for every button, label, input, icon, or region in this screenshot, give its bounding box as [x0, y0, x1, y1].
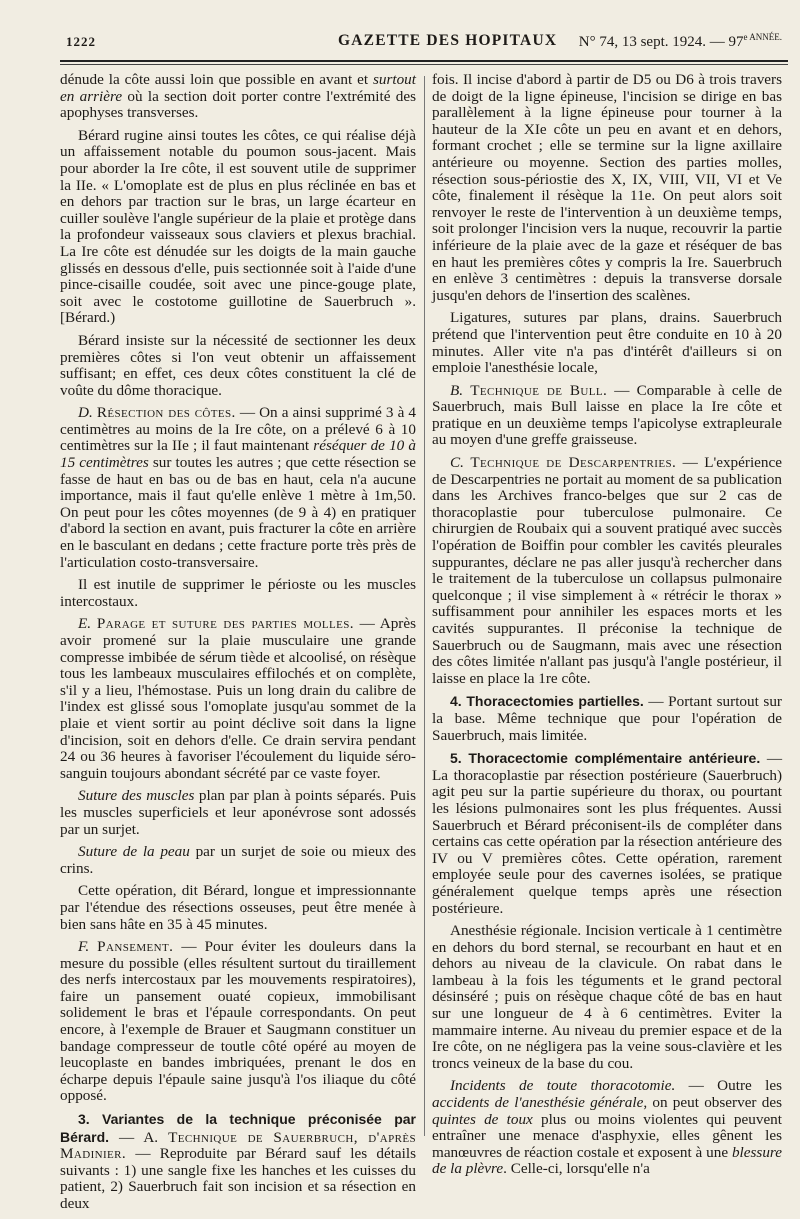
section-4: 4. Thoracectomies partielles. — Portant surtout sur la base. Même technique que pour l'opération de Sauerbruch, mais limitée. [432, 693, 782, 744]
section-c: C. Technique de Descarpentries. — L'expérience de Descarpentries ne portait au moment de sa publication dans les Archives franco-belges que sur 2 cas de thoracoplastie pour tuberculose pulmonaire. Ce chirurgien de Roubaix qui a souvent pratiqué avec succès l'opération de Boiffin pour combler les cavités pleurales suppurantes, déclare ne pas aller jusqu'à rechercher dans le traitement de la tuberculose un collapsus pulmonaire quelconque ; il vise simplement à « rétrécir le thorax » suffisamment pour annihiler les espaces morts et les cavités suppurantes. Il préconise la technique de Sauerbruch ou de Saugmann, mais avec une résection des côtes limitée n'allant pas jusqu'à l'angle postérieur, il laisse en place la 1re côte. [432, 454, 782, 687]
left-column [60, 72, 416, 1219]
column-divider [424, 76, 425, 1136]
section-b: B. Technique de Bull. — Comparable à celle de Sauerbruch, mais Bull laisse en place la Ire côte et pratique en un deuxième temps l'apicolyse extrapleurale au moyen d'une greffe graisseuse. [432, 381, 782, 449]
paragraph: Cette opération, dit Bérard, longue et impressionnante par l'étendue des résections osseuses, peut être menée à bien sans hâte en 35 à 45 minutes. [60, 882, 416, 933]
page-number: 1222 [66, 34, 96, 49]
paragraph: fois. Il incise d'abord à partir de D5 ou D6 à trois travers de doigt de la ligne épineuse, l'incision se dirige en bas parallèlement à la ligne épineuse pour tourner à la hauteur de la XIe côte un peu en avant et en dehors, formant crochet ; elle se termine sur la ligne axillaire antérieure ou moyenne. Section des parties molles, résection sous-périostie des X, IX, VIII, VII, VI et Ve côte, finalement il résèque la 11e. On peut alors soit renvoyer le reste de l'intervention à un deuxième temps, soit prolonger l'incision vers la nuque, recouvrir la partie inférieure de la plaie avec de la gaze et réséquer de bas en haut les premières côtes y compris la Ire. Sauerbruch en enlève 3 centimètres : depuis la transverse dorsale jusqu'en dehors de l'insertion des scalènes. [432, 71, 782, 304]
paragraph: Bérard rugine ainsi toutes les côtes, ce qui réalise déjà un affaissement notable du poumon sous-jacent. Mais pour aborder la Ire côte, il est souvent utile de supprimer la IIe. « L'omoplate est de plus en plus réclinée en bas et en dehors par traction sur le bras, un large écarteur en cuiller soulève l'angle supérieur de la plaie et protège dans la profondeur vaisseaux sous claviers et plexus brachial. La Ire côte est dénudée sur les doigts de la main gauche glissés en dessous d'elle, puis sectionnée soit à l'aide d'une pince-cisaille coudée, soit avec une pince-gouge plate, soit avec le costotome guillotine de Sauerbruch ». [Bérard.) [60, 126, 416, 327]
paragraph: Suture des muscles plan par plan à points séparés. Puis les muscles superficiels et leur aponévrose sont adossés par un surjet. [60, 787, 416, 838]
paragraph: Anesthésie régionale. Incision verticale à 1 centimètre en dehors du bord sternal, se recourbant en haut et en dehors au niveau de la clavicule. On rabat dans le lambeau à la fois les téguments et le grand pectoral désinséré ; puis on résèque chaque côté de bas en haut sur une longueur de 4 à 6 centimètres. Eviter la mammaire interne. Au niveau du premier espace et de la Ire côte, on ne négligera pas la veine sous-clavière et les troncs veineux de la base du cou. [432, 922, 782, 1072]
paragraph: Il est inutile de supprimer le périoste ou les muscles intercostaux. [60, 576, 416, 610]
paragraph-incidents: Incidents de toute thoracotomie. — Outre les accidents de l'anesthésie générale, on peut observer des quintes de toux plus ou moins violentes qui peuvent entraîner une menace d'asphyxie, elles gênent les manœuvres de réaction costale et exposent à une blessure de la plèvre. Celle-ci, lorsqu'elle n'a [432, 1077, 782, 1178]
paragraph: Suture de la peau par un surjet de soie ou mieux des crins. [60, 843, 417, 877]
header-rule [60, 60, 788, 62]
section-3: 3. Variantes de la technique préconisée par Bérard. — A. Technique de Sauerbruch, d'après Madinier. — Reproduite par Bérard sauf les détails suivants : 1) une sangle fixe les hanches et les cuisses du patient, 2) Sauerbruch fait son incision et sa résection en deux [60, 1111, 416, 1212]
section-5: 5. Thoracectomie complémentaire antérieure. — La thoracoplastie par résection postérieure (Sauerbruch) agit peu sur la partie supérieure du thorax, ou pourtant les lésions pulmonaires sont les plus fréquentes. Aussi Sauerbruch et Bérard préconisent-ils de compléter dans certains cas cette opération par la résection antérieure des IV ou V premières côtes. Cette opération, rarement employée seule pour des cavernes isolées, se pratique généralement quelque temps après une résection postérieure. [432, 750, 782, 917]
header-rule-thin [60, 64, 788, 65]
paragraph: Ligatures, sutures par plans, drains. Sauerbruch prétend que l'intervention peut être conduite en 10 à 20 minutes. Aller vite n'a pas d'intérêt d'ailleurs si on emploie l'anesthésie locale, [432, 309, 782, 377]
section-f: F. Pansement. — Pour éviter les douleurs dans la mesure du possible (elles résultent surtout du tiraillement des nerfs intercostaux par les mouvements respiratoires), faire un pansement ouaté copieux, immobilisant solidement le bras et l'épaule correspondants. On peut encore, à l'exemple de Brauer et Saugmann constituer un bandage compresseur de toutle côté opéré au moyen de leucoplaste en bandes imbriquées, prenant le dos en écharpe depuis l'épaule saine jusqu'à l'os iliaque du côté opposé. [60, 938, 416, 1105]
paragraph: Bérard insiste sur la nécessité de sectionner les deux premières côtes si l'on veut obtenir un affaissement suffisant; en effet, ces deux côtes constituent la clé de voûte du dôme thoracique. [60, 331, 416, 399]
right-column [432, 72, 782, 1184]
page-header [60, 28, 782, 54]
paragraph: dénude la côte aussi loin que possible en avant et surtout en arrière où la section doit porter contre l'extrémité des apophyses transverses. [60, 71, 416, 122]
journal-title: GAZETTE DES HOPITAUX [338, 32, 558, 49]
section-e: E. Parage et suture des parties molles. — Après avoir promené sur la plaie musculaire une grande compresse imbibée de sérum tiède et alcoolisé, on résèque tous les lambeaux musculaires effilochés et on complète, s'il y a lieu, l'hémostase. Puis un long drain du calibre de l'index est glissé sous l'omoplate jusqu'au sommet de la plaie et vient sortir au point déclive soit dans la ligne d'incision, soit en dehors d'elle. Ce drain servira pendant 24 ou 36 heures à favoriser l'écoulement du liquide séro-sanguin toujours abondant sécrété par ce vaste foyer. [60, 615, 417, 782]
section-d: D. Résection des côtes. — On a ainsi supprimé 3 à 4 centimètres au moins de la Ire côte, on a prélevé 6 à 10 centimètres sur la IIe ; il faut maintenant réséquer de 10 à 15 centimètres sur toutes les autres ; que cette résection se fasse de haut en bas ou de bas en haut, cela n'a aucune importance, mais il faut qu'elle enlève 1 mètre à 1m,50. On peut pour les côtes moyennes (de 9 à 4) en pratiquer d'abord la section en avant, puis fracturer la côte en arrière en le basculant en dedans ; cette fracture porte très près de l'articulation costo-transversaire. [60, 404, 416, 571]
issue-info: N° 74, 13 sept. 1924. — $97^{e ANNÉE.}$ [578, 32, 782, 50]
